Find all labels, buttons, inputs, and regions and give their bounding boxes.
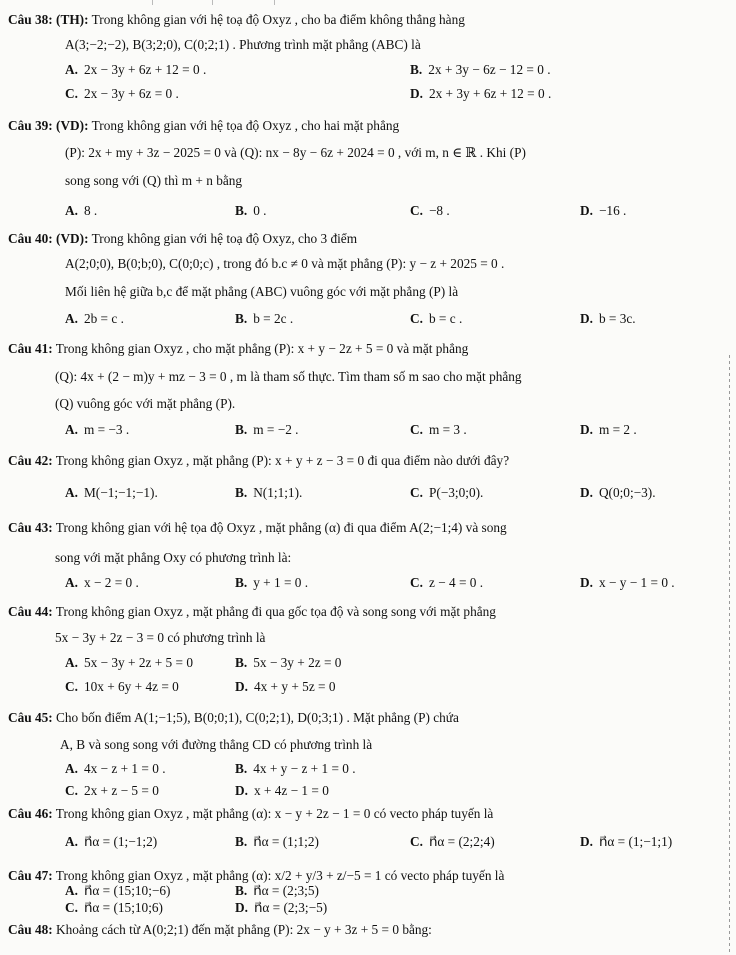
question-41-stem-line-2: (Q): 4x + (2 − m)y + mz − 3 = 0 , m là tham số thực. Tìm tham số m sao cho mặt phẳng: [55, 369, 522, 384]
option-a[interactable]: [65, 62, 206, 79]
option-letter: D.: [580, 422, 593, 437]
option-letter: A.: [65, 834, 78, 849]
option-letter: B.: [235, 422, 248, 437]
option-c[interactable]: [410, 422, 467, 439]
option-letter: B.: [235, 485, 248, 500]
option-b[interactable]: [235, 834, 319, 851]
option-text: 4x + y + 5z = 0: [253, 679, 336, 694]
option-letter: D.: [235, 900, 248, 915]
option-text: 2x + 3y − 6z − 12 = 0 .: [428, 62, 551, 77]
option-text: 5x − 3y + 2z + 5 = 0: [83, 655, 193, 670]
option-text: n⃗α = (1;−1;2): [83, 834, 158, 849]
question-text: Trong không gian Oxyz , cho mặt phẳng (P): x + y − 2z + 5 = 0 và mặt phẳng: [55, 341, 469, 356]
option-text: x − 2 = 0 .: [83, 575, 139, 590]
option-text: z − 4 = 0 .: [428, 575, 484, 590]
option-c[interactable]: [410, 834, 495, 851]
option-c[interactable]: [65, 900, 163, 917]
option-b[interactable]: [235, 761, 356, 778]
option-letter: A.: [65, 311, 78, 326]
option-letter: A.: [65, 655, 78, 670]
ruler-tick: [212, 0, 213, 5]
option-c[interactable]: [65, 679, 179, 696]
question-39-stem-line-2: (P): 2x + my + 3z − 2025 = 0 và (Q): nx − 8y − 6z + 2024 = 0 , với m, n ∈ ℝ . Khi (P): [65, 145, 526, 160]
option-text: N(1;1;1).: [253, 485, 303, 500]
ruler-tick: [152, 0, 153, 5]
option-letter: A.: [65, 485, 78, 500]
option-a[interactable]: [65, 834, 157, 851]
option-text: 4x − z + 1 = 0 .: [83, 761, 166, 776]
option-text: b = 2c .: [253, 311, 294, 326]
question-label: Câu 41:: [8, 341, 53, 356]
option-letter: C.: [410, 311, 423, 326]
option-text: 8 .: [83, 203, 98, 218]
option-text: x + 4z − 1 = 0: [253, 783, 329, 798]
option-a[interactable]: [65, 311, 124, 328]
question-45-stem-line-1: [8, 710, 459, 727]
option-text: n⃗α = (15;10;6): [83, 900, 163, 915]
question-text: Trong không gian với hệ toạ độ Oxyz , cho ba điểm không thẳng hàng: [91, 12, 465, 27]
option-text: M(−1;−1;−1).: [83, 485, 158, 500]
question-label: Câu 38:: [8, 12, 53, 27]
difficulty-level: (VD):: [56, 231, 89, 246]
question-text: Trong không gian với hệ tọa độ Oxyz , mặt phẳng (α) đi qua điểm A(2;−1;4) và song: [55, 520, 507, 535]
question-text: Trong không gian Oxyz , mặt phẳng (α): x − y + 2z − 1 = 0 có vecto pháp tuyến là: [55, 806, 494, 821]
question-text: Khoảng cách từ A(0;2;1) đến mặt phẳng (P): 2x − y + 3z + 5 = 0 bằng:: [56, 922, 432, 937]
option-letter: C.: [65, 900, 78, 915]
option-c[interactable]: [410, 485, 483, 502]
option-text: 2x + 3y + 6z + 12 = 0 .: [428, 86, 552, 101]
question-41-stem-line-1: [8, 341, 468, 358]
option-letter: C.: [410, 834, 423, 849]
option-letter: B.: [235, 883, 248, 898]
option-text: n⃗α = (2;3;−5): [253, 900, 328, 915]
option-c[interactable]: [410, 203, 450, 220]
option-letter: B.: [410, 62, 423, 77]
option-text: Q(0;0;−3).: [598, 485, 656, 500]
question-48-stem-line-1: [8, 922, 432, 939]
option-letter: B.: [235, 311, 248, 326]
option-letter: A.: [65, 761, 78, 776]
option-text: x − y − 1 = 0 .: [598, 575, 675, 590]
option-text: m = 2 .: [598, 422, 637, 437]
question-42-stem-line-1: [8, 453, 509, 470]
option-letter: C.: [65, 86, 78, 101]
question-label: Câu 42:: [8, 453, 53, 468]
option-letter: B.: [235, 203, 248, 218]
option-a[interactable]: [65, 485, 158, 502]
option-d[interactable]: [235, 679, 336, 696]
option-text: b = c .: [428, 311, 463, 326]
question-40-stem-line-2: A(2;0;0), B(0;b;0), C(0;0;c) , trong đó b.c ≠ 0 và mặt phẳng (P): y − z + 2025 = 0 .: [65, 256, 505, 271]
question-label: Câu 39:: [8, 118, 53, 133]
option-letter: B.: [235, 761, 248, 776]
option-d[interactable]: [235, 900, 327, 917]
question-label: Câu 48:: [8, 922, 53, 937]
option-letter: C.: [65, 783, 78, 798]
question-41-stem-line-3: (Q) vuông góc với mặt phẳng (P).: [55, 396, 236, 411]
option-text: 2b = c .: [83, 311, 124, 326]
option-text: −8 .: [428, 203, 450, 218]
option-b[interactable]: [235, 655, 341, 672]
question-label: Câu 40:: [8, 231, 53, 246]
question-40-stem-line-3: Mối liên hệ giữa b,c để mặt phẳng (ABC) vuông góc với mặt phẳng (P) là: [65, 284, 459, 299]
option-b[interactable]: [235, 575, 308, 592]
option-d[interactable]: [235, 783, 329, 800]
option-text: n⃗α = (1;−1;1): [598, 834, 673, 849]
option-letter: D.: [235, 783, 248, 798]
option-b[interactable]: [235, 203, 267, 220]
option-letter: D.: [580, 834, 593, 849]
question-39-stem-line-1: [8, 118, 399, 135]
option-text: P(−3;0;0).: [428, 485, 484, 500]
option-text: b = 3c.: [598, 311, 636, 326]
option-letter: D.: [235, 679, 248, 694]
option-text: n⃗α = (15;10;−6): [83, 883, 171, 898]
option-a[interactable]: [65, 575, 139, 592]
question-text: Trong không gian Oxyz , mặt phẳng (P): x + y + z − 3 = 0 đi qua điểm nào dưới đây?: [55, 453, 510, 468]
ruler-tick: [274, 0, 275, 5]
option-text: 4x + y − z + 1 = 0 .: [253, 761, 356, 776]
option-letter: B.: [235, 575, 248, 590]
option-d[interactable]: [410, 86, 551, 103]
option-d[interactable]: [580, 575, 675, 592]
option-letter: D.: [410, 86, 423, 101]
option-letter: D.: [580, 485, 593, 500]
option-letter: C.: [410, 203, 423, 218]
question-43-stem-line-2: song với mặt phẳng Oxy có phương trình là:: [55, 550, 292, 565]
question-46-stem-line-1: [8, 806, 493, 823]
question-40-stem-line-1: [8, 231, 357, 248]
option-letter: A.: [65, 422, 78, 437]
option-a[interactable]: [65, 761, 166, 778]
option-text: 10x + 6y + 4z = 0: [83, 679, 179, 694]
difficulty-level: (TH):: [56, 12, 89, 27]
question-44-stem-line-2: 5x − 3y + 2z − 3 = 0 có phương trình là: [55, 630, 266, 645]
option-d[interactable]: [580, 422, 637, 439]
option-b[interactable]: [235, 485, 302, 502]
option-text: n⃗α = (2;3;5): [253, 883, 319, 898]
option-text: n⃗α = (1;1;2): [253, 834, 319, 849]
option-c[interactable]: [410, 311, 462, 328]
option-text: 2x + z − 5 = 0: [83, 783, 159, 798]
question-text: Trong không gian với hệ tọa độ Oxyz , cho hai mặt phẳng: [91, 118, 400, 133]
question-38-stem-line-1: [8, 12, 465, 29]
option-text: 2x − 3y + 6z = 0 .: [83, 86, 179, 101]
question-text: Trong không gian Oxyz , mặt phẳng đi qua gốc tọa độ và song song với mặt phẳng: [55, 604, 496, 619]
option-text: y + 1 = 0 .: [253, 575, 309, 590]
question-text: Trong không gian với hệ toạ độ Oxyz, cho 3 điểm: [91, 231, 358, 246]
option-b[interactable]: [410, 62, 551, 79]
option-c[interactable]: [65, 783, 159, 800]
option-d[interactable]: [580, 311, 636, 328]
option-text: 2x − 3y + 6z + 12 = 0 .: [83, 62, 207, 77]
option-letter: D.: [580, 311, 593, 326]
option-d[interactable]: [580, 485, 656, 502]
option-a[interactable]: [65, 883, 170, 900]
option-text: m = 3 .: [428, 422, 467, 437]
option-letter: C.: [410, 575, 423, 590]
option-b[interactable]: [235, 883, 319, 900]
question-43-stem-line-1: [8, 520, 507, 537]
option-d[interactable]: [580, 834, 672, 851]
question-44-stem-line-1: [8, 604, 496, 621]
option-text: 0 .: [253, 203, 267, 218]
option-b[interactable]: [235, 422, 299, 439]
option-letter: B.: [235, 655, 248, 670]
option-text: n⃗α = (2;2;4): [428, 834, 495, 849]
option-c[interactable]: [65, 86, 179, 103]
option-letter: C.: [410, 422, 423, 437]
option-b[interactable]: [235, 311, 293, 328]
question-label: Câu 46:: [8, 806, 53, 821]
option-a[interactable]: [65, 422, 129, 439]
option-letter: C.: [410, 485, 423, 500]
option-letter: A.: [65, 575, 78, 590]
question-label: Câu 45:: [8, 710, 53, 725]
option-text: m = −2 .: [253, 422, 299, 437]
option-letter: D.: [580, 203, 593, 218]
option-letter: B.: [235, 834, 248, 849]
margin-dash-line: [729, 355, 730, 955]
option-a[interactable]: [65, 655, 193, 672]
option-c[interactable]: [410, 575, 483, 592]
option-text: −16 .: [598, 203, 627, 218]
option-text: 5x − 3y + 2z = 0: [253, 655, 342, 670]
option-text: m = −3 .: [83, 422, 130, 437]
question-label: Câu 44:: [8, 604, 53, 619]
question-text: Trong không gian Oxyz , mặt phẳng (α): x/2 + y/3 + z/−5 = 1 có vecto pháp tuyến là: [55, 868, 505, 883]
question-38-stem-line-2: A(3;−2;−2), B(3;2;0), C(0;2;1) . Phương trình mặt phẳng (ABC) là: [65, 37, 421, 52]
question-text: Cho bốn điểm A(1;−1;5), B(0;0;1), C(0;2;1), D(0;3;1) . Mặt phẳng (P) chứa: [56, 710, 459, 725]
option-letter: A.: [65, 203, 78, 218]
question-label: Câu 47:: [8, 868, 53, 883]
option-letter: D.: [580, 575, 593, 590]
option-letter: A.: [65, 883, 78, 898]
question-45-stem-line-2: A, B và song song với đường thẳng CD có phương trình là: [60, 737, 373, 752]
option-letter: C.: [65, 679, 78, 694]
difficulty-level: (VD):: [56, 118, 89, 133]
option-d[interactable]: [580, 203, 626, 220]
option-a[interactable]: [65, 203, 97, 220]
question-label: Câu 43:: [8, 520, 53, 535]
option-letter: A.: [65, 62, 78, 77]
question-39-stem-line-3: song song với (Q) thì m + n bằng: [65, 173, 243, 188]
